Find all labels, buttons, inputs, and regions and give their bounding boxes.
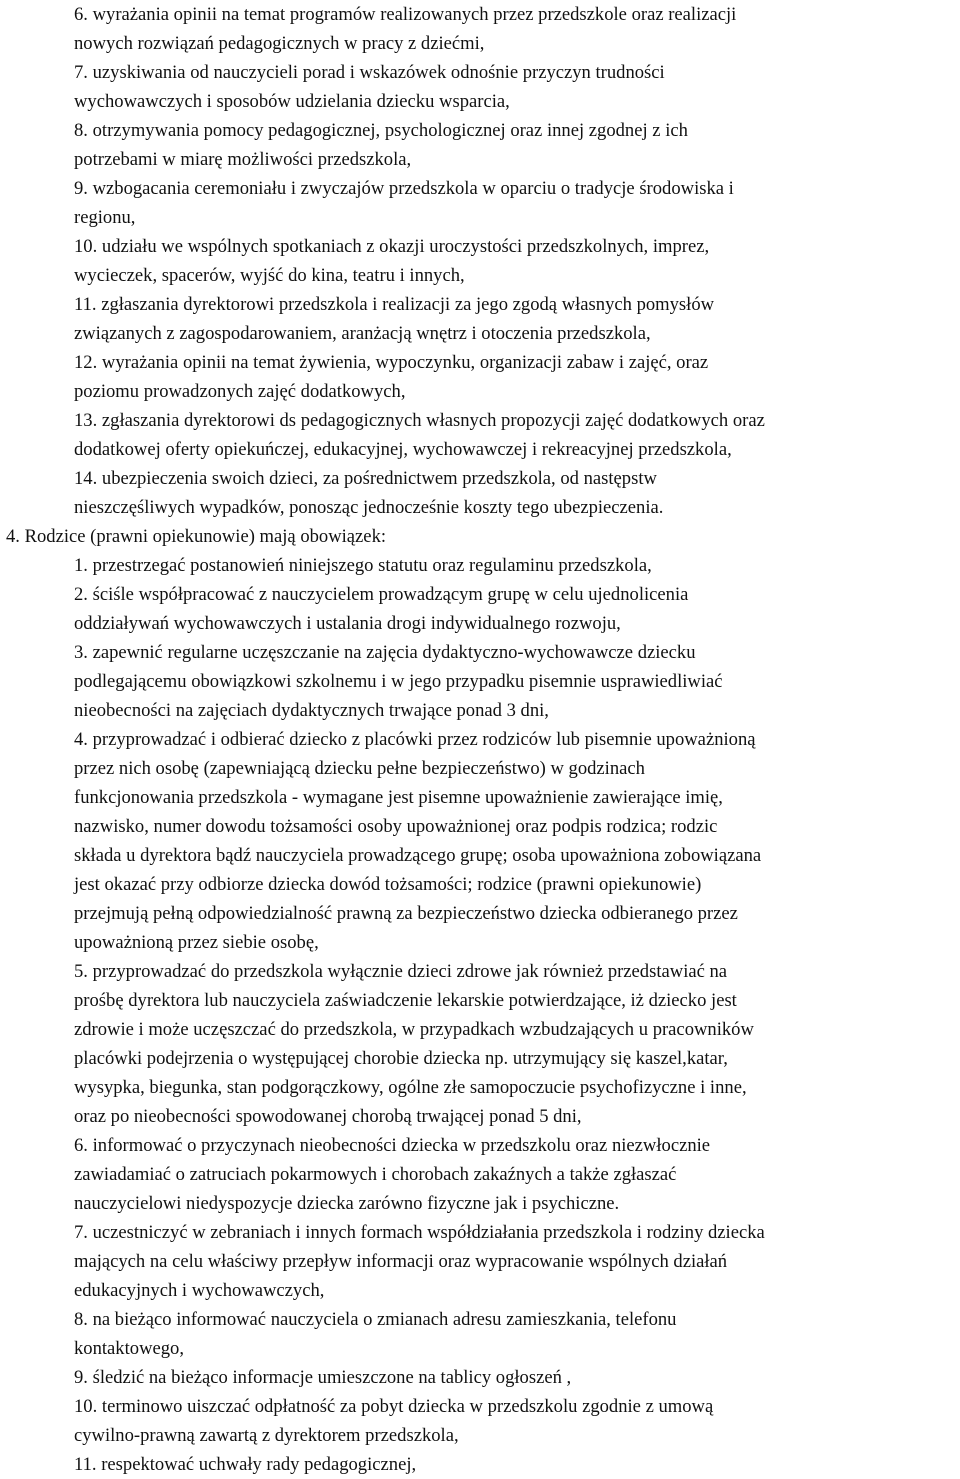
- obligations-list-item-line: [74, 1276, 960, 1305]
- obligations-list-item-line: [74, 580, 960, 609]
- rights-list-item-line: [74, 290, 960, 319]
- obligations-list-item-number: 7.: [74, 1222, 88, 1243]
- obligations-list-item-text: oddziaływań wychowawczych i ustalania drogi indywidualnego rozwoju,: [74, 613, 621, 634]
- rights-list-item-text: potrzebami w miarę możliwości przedszkola,: [74, 149, 412, 170]
- section-4-heading: [0, 522, 960, 551]
- rights-list-item-number: 6.: [74, 4, 88, 25]
- obligations-list-item: [74, 1305, 960, 1363]
- rights-list-item-line: [74, 319, 960, 348]
- obligations-list-item-text: wysypka, biegunka, stan podgorączkowy, ogólne złe samopoczucie psychofizyczne i inne,: [74, 1077, 747, 1098]
- obligations-list-item-text: terminowo uiszczać odpłatność za pobyt dziecka w przedszkolu zgodnie z umową: [101, 1396, 714, 1417]
- obligations-list-item-number: 10.: [74, 1396, 98, 1417]
- obligations-list-item-text: zawiadamiać o zatruciach pokarmowych i chorobach zakaźnych a także zgłaszać: [74, 1164, 677, 1185]
- obligations-list-item-line: [74, 725, 960, 754]
- rights-list-item-line: [74, 58, 960, 87]
- obligations-list-item-text: upoważnioną przez siebie osobę,: [74, 932, 319, 953]
- rights-list-item-text: uzyskiwania od nauczycieli porad i wskazówek odnośnie przyczyn trudności: [92, 62, 665, 83]
- obligations-list-item-text: prośbę dyrektora lub nauczyciela zaświadczenie lekarskie potwierdzające, iż dziecko jest: [74, 990, 737, 1011]
- obligations-list-item: [74, 580, 960, 638]
- rights-list-item-number: 8.: [74, 120, 88, 141]
- obligations-list-item-number: 5.: [74, 961, 88, 982]
- obligations-list-item: [74, 1363, 960, 1392]
- obligations-list-item-line: [74, 1392, 960, 1421]
- obligations-list-item: [74, 1218, 960, 1305]
- obligations-list-item-number: 6.: [74, 1135, 88, 1156]
- rights-list-item: [74, 174, 960, 232]
- obligations-list-item-line: [74, 1189, 960, 1218]
- obligations-list-item-line: [74, 1015, 960, 1044]
- rights-list-item-line: [74, 0, 960, 29]
- obligations-list-item: [74, 638, 960, 725]
- obligations-list-item-line: [74, 986, 960, 1015]
- obligations-list-item-text: oraz po nieobecności spowodowanej chorobą trwającej ponad 5 dni,: [74, 1106, 582, 1127]
- section-4-text: Rodzice (prawni opiekunowie) mają obowiązek:: [24, 526, 387, 547]
- rights-list-item-text: wyrażania opinii na temat żywienia, wypoczynku, organizacji zabaw i zajęć, oraz: [101, 352, 709, 373]
- obligations-list-item-text: śledzić na bieżąco informacje umieszczone na tablicy ogłoszeń ,: [92, 1367, 572, 1388]
- obligations-list-item-line: [74, 783, 960, 812]
- obligations-list-item-text: edukacyjnych i wychowawczych,: [74, 1280, 325, 1301]
- obligations-list-item-line: [74, 928, 960, 957]
- rights-list-item-text: wyrażania opinii na temat programów realizowanych przez przedszkole oraz realizacji: [92, 4, 737, 25]
- rights-list-item-line: [74, 87, 960, 116]
- obligations-list-item-text: funkcjonowania przedszkola - wymagane jest pisemne upoważnienie zawierające imię,: [74, 787, 723, 808]
- obligations-list-item-text: przez nich osobę (zapewniającą dziecku pełne bezpieczeństwo) w godzinach: [74, 758, 645, 779]
- obligations-list-item-line: [74, 1450, 960, 1479]
- obligations-list-item-text: respektować uchwały rady pedagogicznej,: [101, 1454, 417, 1475]
- rights-list-item-text: ubezpieczenia swoich dzieci, za pośrednictwem przedszkola, od następstw: [101, 468, 657, 489]
- rights-list-item-line: [74, 348, 960, 377]
- rights-list-item-number: 9.: [74, 178, 88, 199]
- rights-list-item-number: 14.: [74, 468, 98, 489]
- rights-list-item-number: 11.: [74, 294, 97, 315]
- obligations-list-item-text: informować o przyczynach nieobecności dziecka w przedszkolu oraz niezwłocznie: [92, 1135, 711, 1156]
- obligations-list-item-line: [74, 1073, 960, 1102]
- obligations-list-item-line: [74, 696, 960, 725]
- rights-list-item-number: 10.: [74, 236, 98, 257]
- rights-list-item-text: związanych z zagospodarowaniem, aranżacją wnętrz i otoczenia przedszkola,: [74, 323, 651, 344]
- obligations-list: [0, 551, 960, 1479]
- rights-list-item-line: [74, 145, 960, 174]
- obligations-list-item-line: [74, 812, 960, 841]
- rights-list-item-line: [74, 232, 960, 261]
- obligations-list-item-line: [74, 1305, 960, 1334]
- rights-list-item: [74, 290, 960, 348]
- obligations-list-item-line: [74, 551, 960, 580]
- obligations-list-item-text: jest okazać przy odbiorze dziecka dowód tożsamości; rodzice (prawni opiekunowie): [74, 874, 702, 895]
- obligations-list-item-line: [74, 957, 960, 986]
- rights-list-item-text: wycieczek, spacerów, wyjść do kina, teatru i innych,: [74, 265, 465, 286]
- obligations-list-item-text: zdrowie i może uczęszczać do przedszkola, w przypadkach wzbudzających u pracowników: [74, 1019, 754, 1040]
- rights-list-item-line: [74, 116, 960, 145]
- rights-list-item: [74, 406, 960, 464]
- rights-list-item-text: nieszczęśliwych wypadków, ponosząc jednocześnie koszty tego ubezpieczenia.: [74, 497, 664, 518]
- obligations-list-item-line: [74, 841, 960, 870]
- obligations-list-item-number: 3.: [74, 642, 88, 663]
- obligations-list-item-text: cywilno-prawną zawartą z dyrektorem przedszkola,: [74, 1425, 459, 1446]
- rights-list-item-line: [74, 435, 960, 464]
- rights-list-item-line: [74, 174, 960, 203]
- rights-list-item-text: zgłaszania dyrektorowi przedszkola i realizacji za jego zgodą własnych pomysłów: [101, 294, 715, 315]
- obligations-list-item-line: [74, 1363, 960, 1392]
- obligations-list-item-number: 11.: [74, 1454, 97, 1475]
- rights-list-item-text: poziomu prowadzonych zajęć dodatkowych,: [74, 381, 406, 402]
- rights-list-item: [74, 58, 960, 116]
- obligations-list-item-text: uczestniczyć w zebraniach i innych formach współdziałania przedszkola i rodziny dziecka: [92, 1222, 765, 1243]
- rights-list-item-text: otrzymywania pomocy pedagogicznej, psychologicznej oraz innej zgodnej z ich: [92, 120, 688, 141]
- rights-list-item-number: 13.: [74, 410, 98, 431]
- rights-list-item-text: regionu,: [74, 207, 136, 228]
- obligations-list-item-line: [74, 1247, 960, 1276]
- obligations-list-item: [74, 1131, 960, 1218]
- obligations-list-item-line: [74, 1102, 960, 1131]
- obligations-list-item-line: [74, 1334, 960, 1363]
- rights-list-item-number: 12.: [74, 352, 98, 373]
- rights-list-item-text: wzbogacania ceremoniału i zwyczajów przedszkola w oparciu o tradycje środowiska i: [92, 178, 734, 199]
- obligations-list-item: [74, 725, 960, 957]
- rights-list-item-line: [74, 377, 960, 406]
- obligations-list-item-text: zapewnić regularne uczęszczanie na zajęcia dydaktyczno-wychowawcze dziecku: [92, 642, 696, 663]
- obligations-list-item-text: nazwisko, numer dowodu tożsamości osoby upoważnionej oraz podpis rodzica; rodzic: [74, 816, 718, 837]
- rights-list-item-text: udziału we wspólnych spotkaniach z okazji uroczystości przedszkolnych, imprez,: [101, 236, 710, 257]
- obligations-list-item-text: nieobecności na zajęciach dydaktycznych trwające ponad 3 dni,: [74, 700, 549, 721]
- obligations-list-item-text: składa u dyrektora bądź nauczyciela prowadzącego grupę; osoba upoważniona zobowiązana: [74, 845, 762, 866]
- obligations-list-item: [74, 551, 960, 580]
- rights-list-item-line: [74, 261, 960, 290]
- rights-list-item-number: 7.: [74, 62, 88, 83]
- obligations-list-item-line: [74, 667, 960, 696]
- obligations-list-item: [74, 957, 960, 1131]
- obligations-list-item-number: 4.: [74, 729, 88, 750]
- obligations-list-item: [74, 1392, 960, 1450]
- obligations-list-item-number: 8.: [74, 1309, 88, 1330]
- obligations-list-item-text: podlegającemu obowiązkowi szkolnemu i w jego przypadku pisemnie usprawiedliwiać: [74, 671, 723, 692]
- rights-list-item: [74, 464, 960, 522]
- rights-list-item-line: [74, 464, 960, 493]
- rights-list-continued: [0, 0, 960, 522]
- rights-list-item: [74, 348, 960, 406]
- obligations-list-item-text: przestrzegać postanowień niniejszego statutu oraz regulaminu przedszkola,: [92, 555, 652, 576]
- obligations-list-item-line: [74, 638, 960, 667]
- obligations-list-item-number: 2.: [74, 584, 88, 605]
- obligations-list-item-text: placówki podejrzenia o występującej chorobie dziecka np. utrzymujący się kaszel,katar,: [74, 1048, 728, 1069]
- rights-list-item-line: [74, 406, 960, 435]
- obligations-list-item-text: przyprowadzać do przedszkola wyłącznie dzieci zdrowe jak również przedstawiać na: [92, 961, 728, 982]
- obligations-list-item-line: [74, 899, 960, 928]
- rights-list-item: [74, 116, 960, 174]
- obligations-list-item-text: ściśle współpracować z nauczycielem prowadzącym grupę w celu ujednolicenia: [92, 584, 689, 605]
- obligations-list-item-line: [74, 1218, 960, 1247]
- obligations-list-item-line: [74, 1044, 960, 1073]
- rights-list-item-line: [74, 493, 960, 522]
- rights-list-item-text: wychowawczych i sposobów udzielania dziecku wsparcia,: [74, 91, 510, 112]
- obligations-list-item-text: kontaktowego,: [74, 1338, 184, 1359]
- rights-list-item: [74, 0, 960, 58]
- obligations-list-item-text: przejmują pełną odpowiedzialność prawną za bezpieczeństwo dziecka odbieranego przez: [74, 903, 738, 924]
- obligations-list-item-number: 1.: [74, 555, 88, 576]
- obligations-list-item-line: [74, 609, 960, 638]
- section-4-number: 4.: [6, 526, 20, 547]
- obligations-list-item-line: [74, 870, 960, 899]
- obligations-list-item-text: nauczycielowi niedyspozycje dziecka zarówno fizyczne jak i psychiczne.: [74, 1193, 620, 1214]
- obligations-list-item-line: [74, 1131, 960, 1160]
- rights-list-item-text: zgłaszania dyrektorowi ds pedagogicznych własnych propozycji zajęć dodatkowych oraz: [101, 410, 765, 431]
- rights-list-item-line: [74, 203, 960, 232]
- rights-list-item-line: [74, 29, 960, 58]
- obligations-list-item-number: 9.: [74, 1367, 88, 1388]
- rights-list-item: [74, 232, 960, 290]
- rights-list-item-text: dodatkowej oferty opiekuńczej, edukacyjnej, wychowawczej i rekreacyjnej przedszkola,: [74, 439, 732, 460]
- rights-list-item-text: nowych rozwiązań pedagogicznych w pracy z dziećmi,: [74, 33, 485, 54]
- obligations-list-item-line: [74, 754, 960, 783]
- obligations-list-item-line: [74, 1160, 960, 1189]
- obligations-list-item: [74, 1450, 960, 1479]
- obligations-list-item-text: mających na celu właściwy przepływ informacji oraz wypracowanie wspólnych działań: [74, 1251, 728, 1272]
- obligations-list-item-line: [74, 1421, 960, 1450]
- obligations-list-item-text: przyprowadzać i odbierać dziecko z placówki przez rodziców lub pisemnie upoważnioną: [92, 729, 756, 750]
- obligations-list-item-text: na bieżąco informować nauczyciela o zmianach adresu zamieszkania, telefonu: [92, 1309, 677, 1330]
